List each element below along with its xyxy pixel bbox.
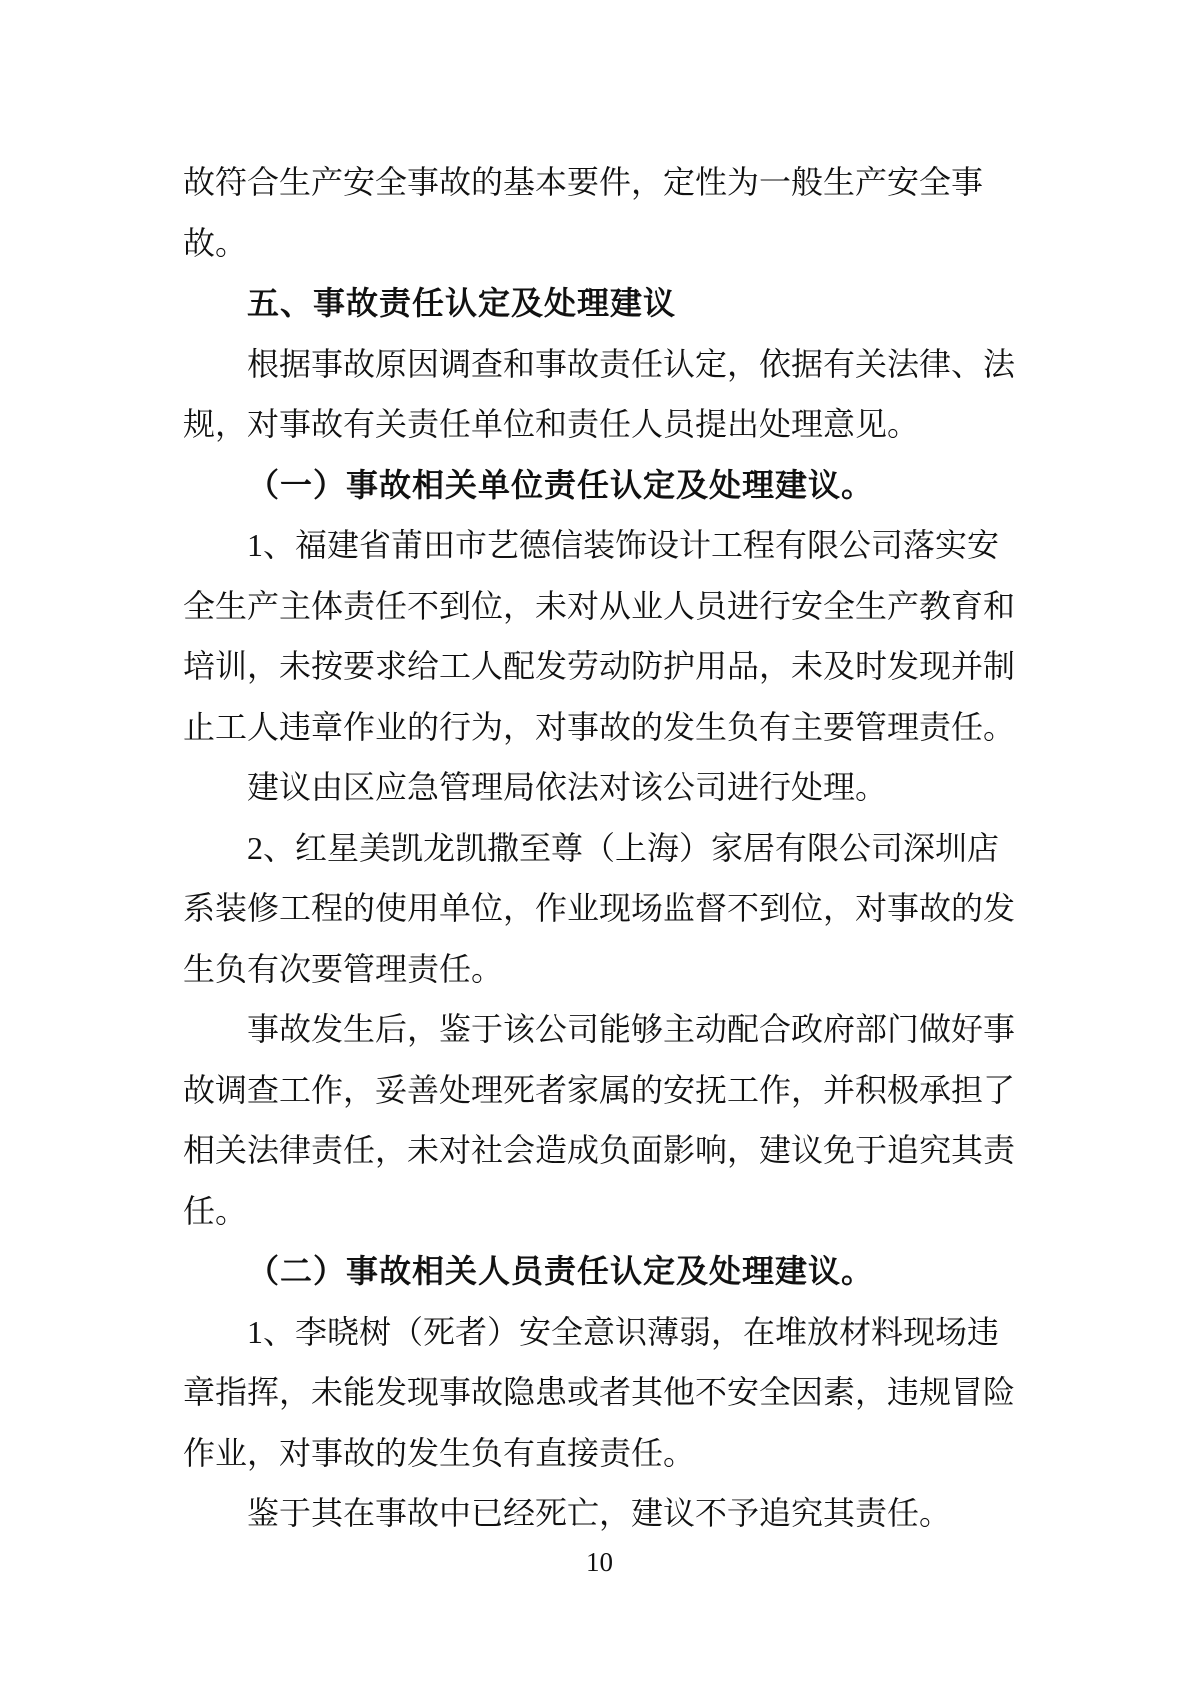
paragraph-continuation: 故符合生产安全事故的基本要件，定性为一般生产安全事故。 — [183, 164, 984, 261]
paragraph: 2、红星美凯龙凯撒至尊（上海）家居有限公司深圳店系装修工程的使用单位，作业现场监督不到位，对事故的发生负有次要管理责任。 — [183, 829, 1016, 987]
paragraph: 事故发生后，鉴于该公司能够主动配合政府部门做好事故调查工作，妥善处理死者家属的安抚工作，并积极承担了相关法律责任，未对社会造成负面影响，建议免于追究其责任。 — [183, 1011, 1016, 1229]
chapter-heading: 五、事故责任认定及处理建议 — [247, 285, 677, 321]
document-body — [183, 152, 1017, 1544]
paragraph: 建议由区应急管理局依法对该公司进行处理。 — [247, 769, 888, 805]
paragraph: 1、李晓树（死者）安全意识薄弱，在堆放材料现场违章指挥，未能发现事故隐患或者其他不安全因素，违规冒险作业，对事故的发生负有直接责任。 — [183, 1313, 1016, 1471]
paragraph: 鉴于其在事故中已经死亡，建议不予追究其责任。 — [247, 1495, 952, 1531]
paragraph: 根据事故原因调查和事故责任认定，依据有关法律、法规，对事故有关责任单位和责任人员提出处理意见。 — [183, 345, 1016, 442]
page-number: 10 — [586, 1547, 613, 1577]
paragraph: 1、福建省莆田市艺德信装饰设计工程有限公司落实安全生产主体责任不到位，未对从业人员进行安全生产教育和培训，未按要求给工人配发劳动防护用品，未及时发现并制止工人违章作业的行为，对事故的发生负有主要管理责任。 — [183, 527, 1016, 745]
subsection-heading-1: （一）事故相关单位责任认定及处理建议。 — [247, 466, 875, 503]
subsection-heading-2: （二）事故相关人员责任认定及处理建议。 — [247, 1253, 875, 1289]
